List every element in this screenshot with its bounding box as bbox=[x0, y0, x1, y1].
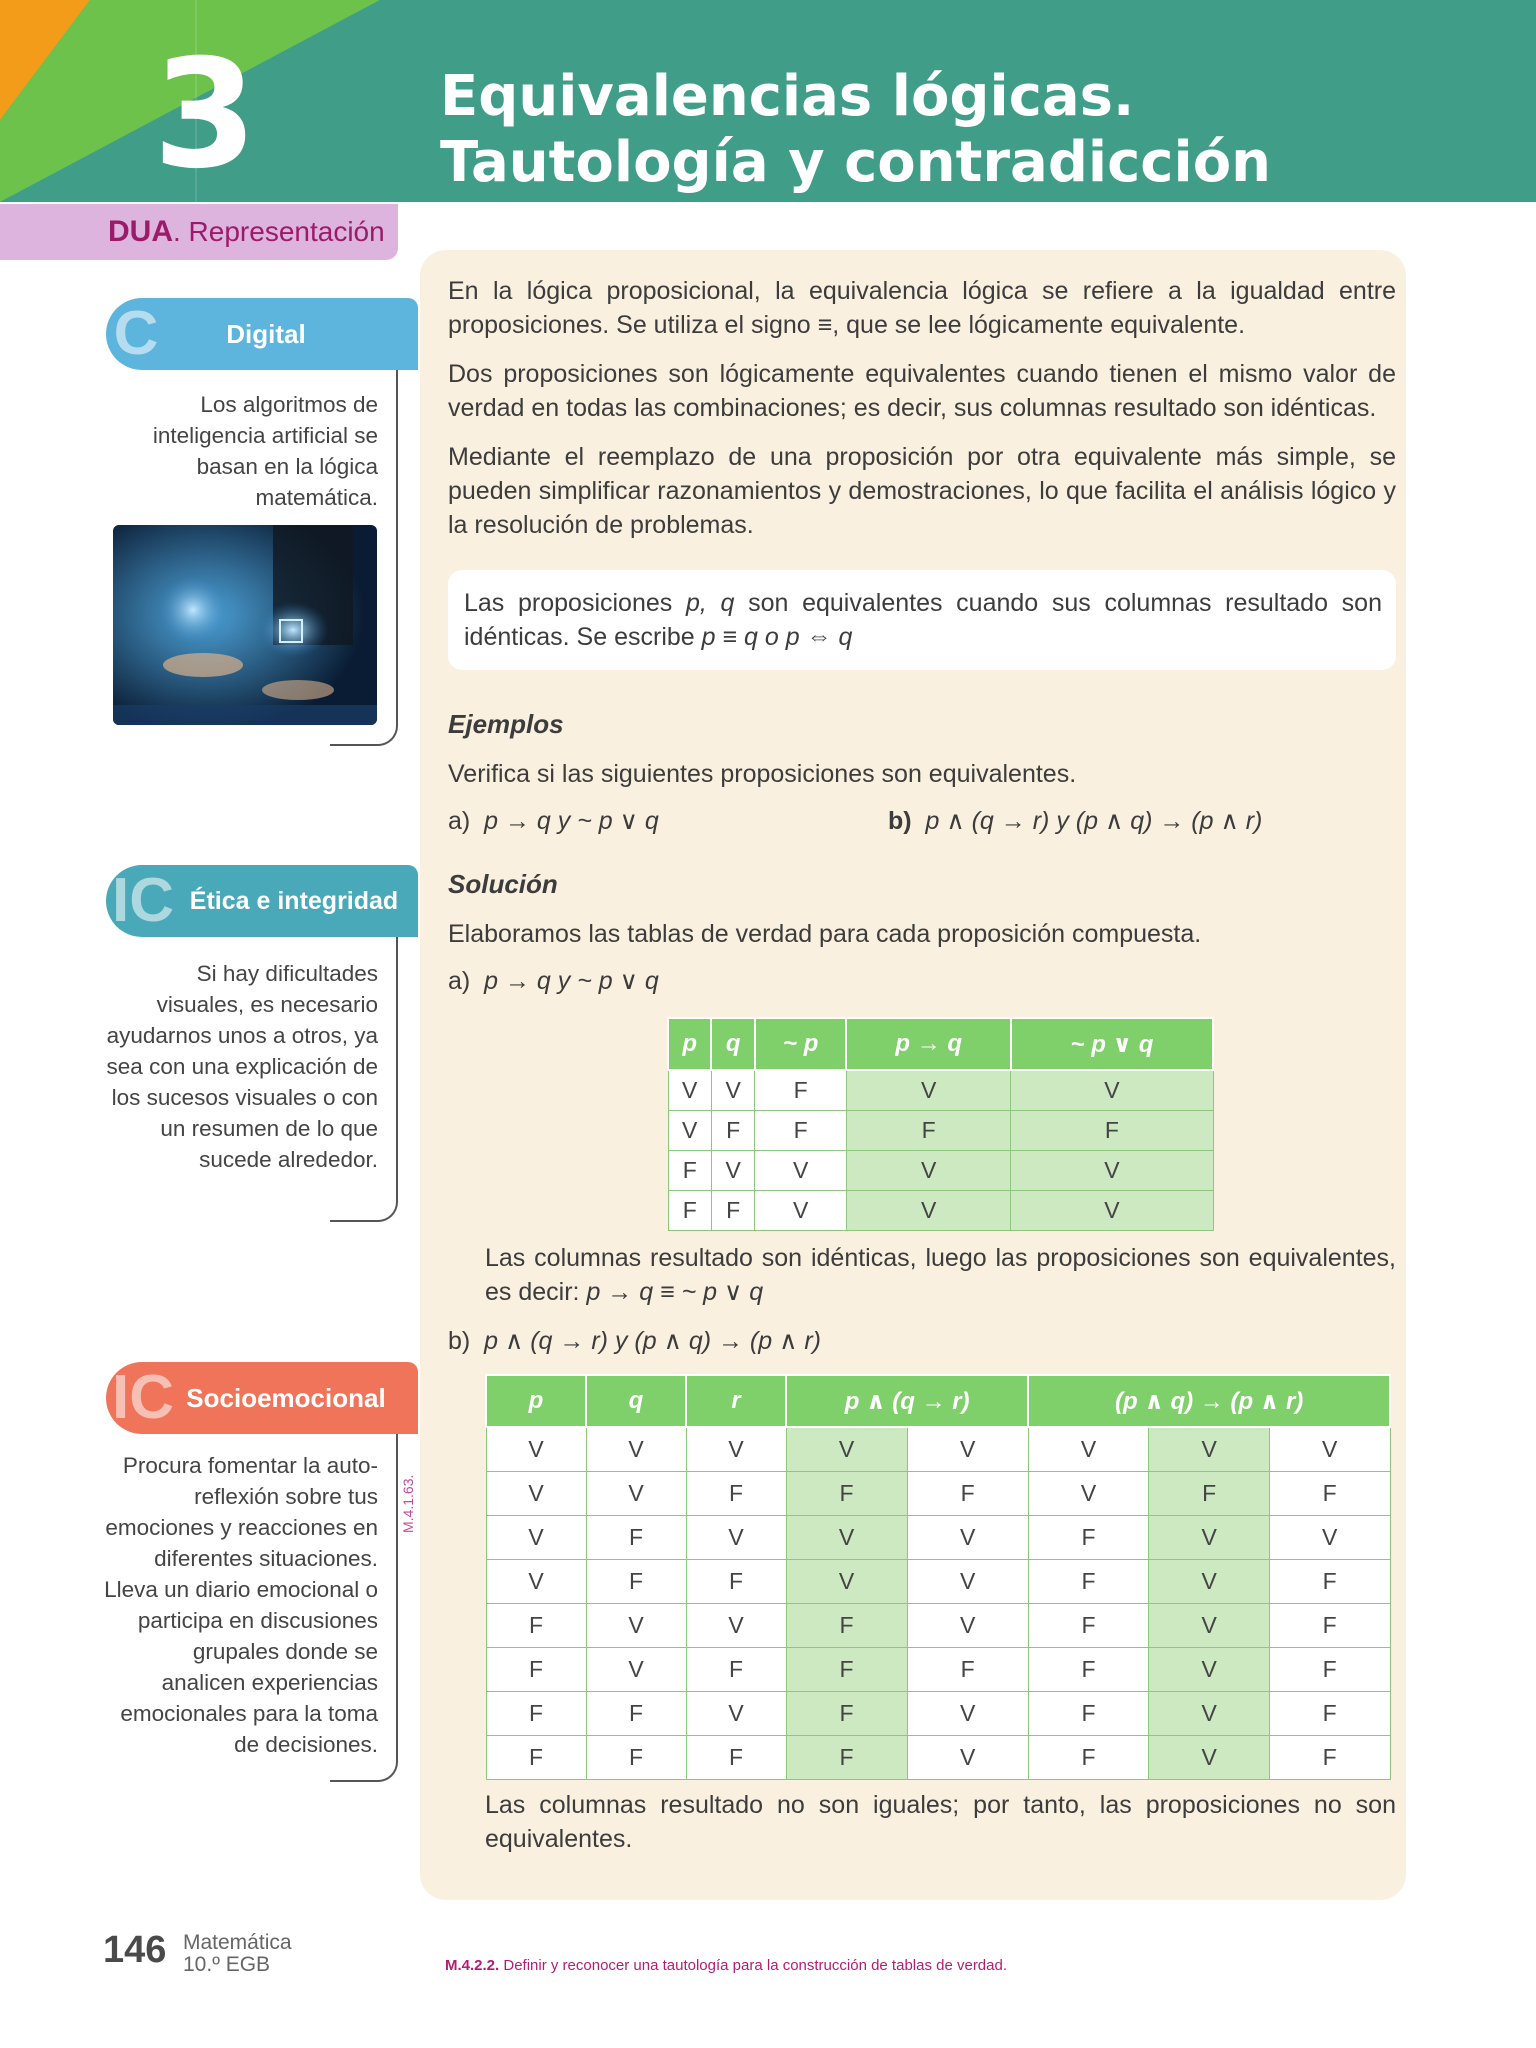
digital-title: Digital bbox=[226, 319, 306, 349]
truth-table-a bbox=[667, 1017, 1214, 1231]
table-cell: V bbox=[686, 1603, 786, 1647]
table-cell: F bbox=[711, 1110, 754, 1150]
definition-vars: p, q bbox=[685, 589, 735, 617]
subject-name: Matemática bbox=[183, 1931, 292, 1954]
conclusion-a-text: Las columnas resultado son idénticas, luego las proposiciones son equivalentes, es decir: bbox=[485, 1244, 1396, 1306]
table-cell: V bbox=[907, 1515, 1028, 1559]
table-cell: V bbox=[907, 1603, 1028, 1647]
table-cell: F bbox=[711, 1190, 754, 1230]
etica-text: Si hay dificultades visuales, es necesario ayudarnos unos a otros, ya sea con una explicación de los sucesos visuales o con un resumen de lo que sucede alrededor. bbox=[106, 961, 378, 1172]
solution-intro: Elaboramos las tablas de verdad para cada proposición compuesta. bbox=[448, 920, 1202, 948]
solution-heading: Solución bbox=[448, 869, 558, 899]
table-row bbox=[668, 1070, 1213, 1110]
socio-icon: IC bbox=[112, 1363, 174, 1432]
table-b-header: q bbox=[586, 1375, 686, 1427]
title-line-2: Tautología y contradicción bbox=[440, 130, 1272, 195]
table-cell: F bbox=[1011, 1110, 1213, 1150]
table-cell: V bbox=[1149, 1735, 1270, 1779]
table-cell: F bbox=[486, 1691, 586, 1735]
example-b-formula: p ∧ (q → r) y (p ∧ q) → (p ∧ r) bbox=[925, 807, 1263, 835]
table-cell: F bbox=[1028, 1691, 1149, 1735]
table-row bbox=[668, 1190, 1213, 1230]
table-cell: F bbox=[755, 1110, 847, 1150]
table-b-header: (p ∧ q) → (p ∧ r) bbox=[1028, 1375, 1390, 1427]
table-cell: V bbox=[486, 1515, 586, 1559]
table-cell: F bbox=[1269, 1603, 1390, 1647]
etica-title: Ética e integridad bbox=[189, 887, 399, 915]
table-cell: F bbox=[1269, 1735, 1390, 1779]
table-cell: F bbox=[755, 1070, 847, 1110]
socio-title: Socioemocional bbox=[186, 1383, 386, 1413]
part-b-label: b) bbox=[448, 1327, 471, 1355]
table-cell: V bbox=[907, 1559, 1028, 1603]
table-b-body bbox=[486, 1427, 1390, 1779]
page-number: 146 bbox=[103, 1929, 167, 1971]
ai-image bbox=[113, 525, 377, 725]
table-row bbox=[486, 1471, 1390, 1515]
table-cell: F bbox=[1028, 1647, 1149, 1691]
table-cell: F bbox=[786, 1471, 907, 1515]
table-cell: F bbox=[1269, 1471, 1390, 1515]
page-title bbox=[440, 64, 1500, 196]
table-row bbox=[486, 1515, 1390, 1559]
table-cell: F bbox=[586, 1735, 686, 1779]
footer-subject bbox=[183, 1932, 292, 1976]
table-b-header: p bbox=[486, 1375, 586, 1427]
table-b-header-row bbox=[486, 1375, 1390, 1427]
table-cell: F bbox=[486, 1603, 586, 1647]
table-cell: V bbox=[755, 1150, 847, 1190]
table-cell: V bbox=[786, 1427, 907, 1471]
table-cell: F bbox=[1269, 1691, 1390, 1735]
table-cell: F bbox=[686, 1559, 786, 1603]
table-cell: F bbox=[486, 1735, 586, 1779]
table-cell: V bbox=[907, 1691, 1028, 1735]
example-b bbox=[888, 806, 1262, 836]
table-cell: V bbox=[786, 1559, 907, 1603]
table-cell: F bbox=[1269, 1559, 1390, 1603]
part-a-formula: p → q y ~ p ∨ q bbox=[484, 967, 659, 995]
table-cell: V bbox=[846, 1150, 1010, 1190]
table-cell: V bbox=[586, 1647, 686, 1691]
table-cell: F bbox=[668, 1190, 711, 1230]
table-a-header: p bbox=[668, 1018, 711, 1070]
table-cell: V bbox=[686, 1515, 786, 1559]
table-row bbox=[668, 1150, 1213, 1190]
table-cell: F bbox=[1028, 1559, 1149, 1603]
table-cell: F bbox=[1028, 1735, 1149, 1779]
paragraph-3: Mediante el reemplazo de una proposición por otra equivalente más simple, se pueden simplificar razonamientos y demostraciones, lo que facilita el análisis lógico y la resolución de problemas. bbox=[448, 443, 1396, 539]
table-cell: F bbox=[586, 1559, 686, 1603]
table-cell: V bbox=[486, 1427, 586, 1471]
table-cell: V bbox=[907, 1735, 1028, 1779]
examples-heading: Ejemplos bbox=[448, 709, 564, 739]
table-a-header: q bbox=[711, 1018, 754, 1070]
table-cell: V bbox=[1269, 1427, 1390, 1471]
table-cell: V bbox=[1011, 1070, 1213, 1110]
example-a-label: a) bbox=[448, 807, 471, 835]
table-row bbox=[486, 1427, 1390, 1471]
table-cell: V bbox=[1149, 1559, 1270, 1603]
truth-table-b bbox=[485, 1374, 1391, 1780]
part-a-label: a) bbox=[448, 967, 471, 995]
table-cell: V bbox=[668, 1070, 711, 1110]
table-cell: V bbox=[486, 1559, 586, 1603]
table-cell: V bbox=[1149, 1691, 1270, 1735]
table-cell: F bbox=[686, 1647, 786, 1691]
skill-reference bbox=[445, 1957, 1007, 1974]
table-cell: V bbox=[1011, 1150, 1213, 1190]
table-cell: V bbox=[786, 1515, 907, 1559]
table-cell: V bbox=[1149, 1427, 1270, 1471]
table-cell: V bbox=[1011, 1190, 1213, 1230]
table-cell: F bbox=[846, 1110, 1010, 1150]
table-cell: F bbox=[907, 1471, 1028, 1515]
example-a-formula: p → q y ~ p ∨ q bbox=[484, 807, 659, 835]
conclusion-b: Las columnas resultado no son iguales; por tanto, las proposiciones no son equivalentes. bbox=[485, 1791, 1396, 1853]
table-cell: F bbox=[1149, 1471, 1270, 1515]
definition-mid: son equivalentes cuando sus columnas resultado son idénticas. Se escribe bbox=[464, 589, 1382, 651]
table-row bbox=[486, 1691, 1390, 1735]
example-b-label: b) bbox=[888, 807, 912, 835]
table-a-header: ~ p ∨ q bbox=[1011, 1018, 1213, 1070]
table-cell: F bbox=[907, 1647, 1028, 1691]
table-cell: V bbox=[586, 1471, 686, 1515]
skill-text: Definir y reconocer una tautología para la construcción de tablas de verdad. bbox=[499, 1957, 1008, 1974]
grade-level: 10.º EGB bbox=[183, 1953, 271, 1976]
table-row bbox=[486, 1603, 1390, 1647]
table-cell: V bbox=[907, 1427, 1028, 1471]
table-cell: V bbox=[1028, 1427, 1149, 1471]
definition-formula: p ≡ q o p ⇔ q bbox=[701, 623, 853, 651]
table-cell: F bbox=[586, 1691, 686, 1735]
digital-icon: C bbox=[113, 299, 159, 368]
table-row bbox=[486, 1647, 1390, 1691]
vertical-code-text: M.4.1.63. bbox=[400, 1474, 416, 1533]
socio-text: Procura fomentar la auto-reflexión sobre tus emociones y reacciones en diferentes situaciones. Lleva un diario emocional o participa en discusiones grupales donde se analicen experiencias emocionales para la toma de decisiones. bbox=[104, 1453, 378, 1757]
part-a bbox=[448, 966, 659, 996]
part-b-formula: p ∧ (q → r) y (p ∧ q) → (p ∧ r) bbox=[484, 1327, 822, 1355]
table-row bbox=[486, 1559, 1390, 1603]
table-cell: F bbox=[686, 1735, 786, 1779]
table-row bbox=[668, 1110, 1213, 1150]
table-cell: V bbox=[1149, 1603, 1270, 1647]
table-cell: V bbox=[668, 1110, 711, 1150]
definition-text bbox=[464, 586, 1382, 654]
table-cell: V bbox=[586, 1427, 686, 1471]
table-cell: F bbox=[786, 1735, 907, 1779]
table-cell: V bbox=[711, 1070, 754, 1110]
digital-text: Los algoritmos de inteligencia artificial se basan en la lógica matemática. bbox=[152, 392, 378, 510]
table-cell: F bbox=[786, 1647, 907, 1691]
skill-code: M.4.2.2. bbox=[445, 1957, 500, 1974]
table-cell: F bbox=[486, 1647, 586, 1691]
table-cell: F bbox=[1028, 1603, 1149, 1647]
paragraph-2: Dos proposiciones son lógicamente equivalentes cuando tienen el mismo valor de verdad en todas las combinaciones; es decir, sus columnas resultado son idénticas. bbox=[448, 360, 1396, 422]
etica-icon: IC bbox=[112, 866, 174, 935]
table-a-body bbox=[668, 1070, 1213, 1230]
title-line-1: Equivalencias lógicas. bbox=[440, 64, 1135, 129]
table-cell: F bbox=[786, 1691, 907, 1735]
table-b-header: p ∧ (q → r) bbox=[786, 1375, 1028, 1427]
conclusion-a-formula: p → q ≡ ~ p ∨ q bbox=[586, 1278, 764, 1306]
table-cell: V bbox=[1028, 1471, 1149, 1515]
chapter-number: 3 bbox=[152, 28, 258, 202]
table-cell: V bbox=[1149, 1515, 1270, 1559]
table-a-header: ~ p bbox=[755, 1018, 847, 1070]
table-row bbox=[486, 1735, 1390, 1779]
table-cell: F bbox=[1028, 1515, 1149, 1559]
table-a-header-row bbox=[668, 1018, 1213, 1070]
table-cell: F bbox=[586, 1515, 686, 1559]
part-b bbox=[448, 1326, 821, 1356]
definition-prefix: Las proposiciones bbox=[464, 589, 686, 617]
conclusion-a bbox=[485, 1241, 1396, 1309]
table-cell: V bbox=[1149, 1647, 1270, 1691]
dua-bold: DUA bbox=[108, 215, 173, 248]
table-cell: V bbox=[846, 1070, 1010, 1110]
example-a bbox=[448, 806, 659, 836]
table-cell: V bbox=[586, 1603, 686, 1647]
dua-rest: . Representación bbox=[173, 216, 385, 247]
dua-label bbox=[108, 214, 385, 250]
table-a-header: p → q bbox=[846, 1018, 1010, 1070]
table-cell: V bbox=[686, 1427, 786, 1471]
examples-intro: Verifica si las siguientes proposiciones son equivalentes. bbox=[448, 760, 1077, 788]
table-cell: F bbox=[1269, 1647, 1390, 1691]
table-cell: F bbox=[668, 1150, 711, 1190]
paragraph-1: En la lógica proposicional, la equivalencia lógica se refiere a la igualdad entre proposiciones. Se utiliza el signo ≡, que se lee lógicamente equivalente. bbox=[448, 277, 1396, 339]
table-cell: V bbox=[486, 1471, 586, 1515]
table-cell: F bbox=[686, 1471, 786, 1515]
table-cell: V bbox=[686, 1691, 786, 1735]
table-cell: V bbox=[846, 1190, 1010, 1230]
table-cell: V bbox=[1269, 1515, 1390, 1559]
table-cell: V bbox=[711, 1150, 754, 1190]
table-b-header: r bbox=[686, 1375, 786, 1427]
table-cell: V bbox=[755, 1190, 847, 1230]
table-cell: F bbox=[786, 1603, 907, 1647]
